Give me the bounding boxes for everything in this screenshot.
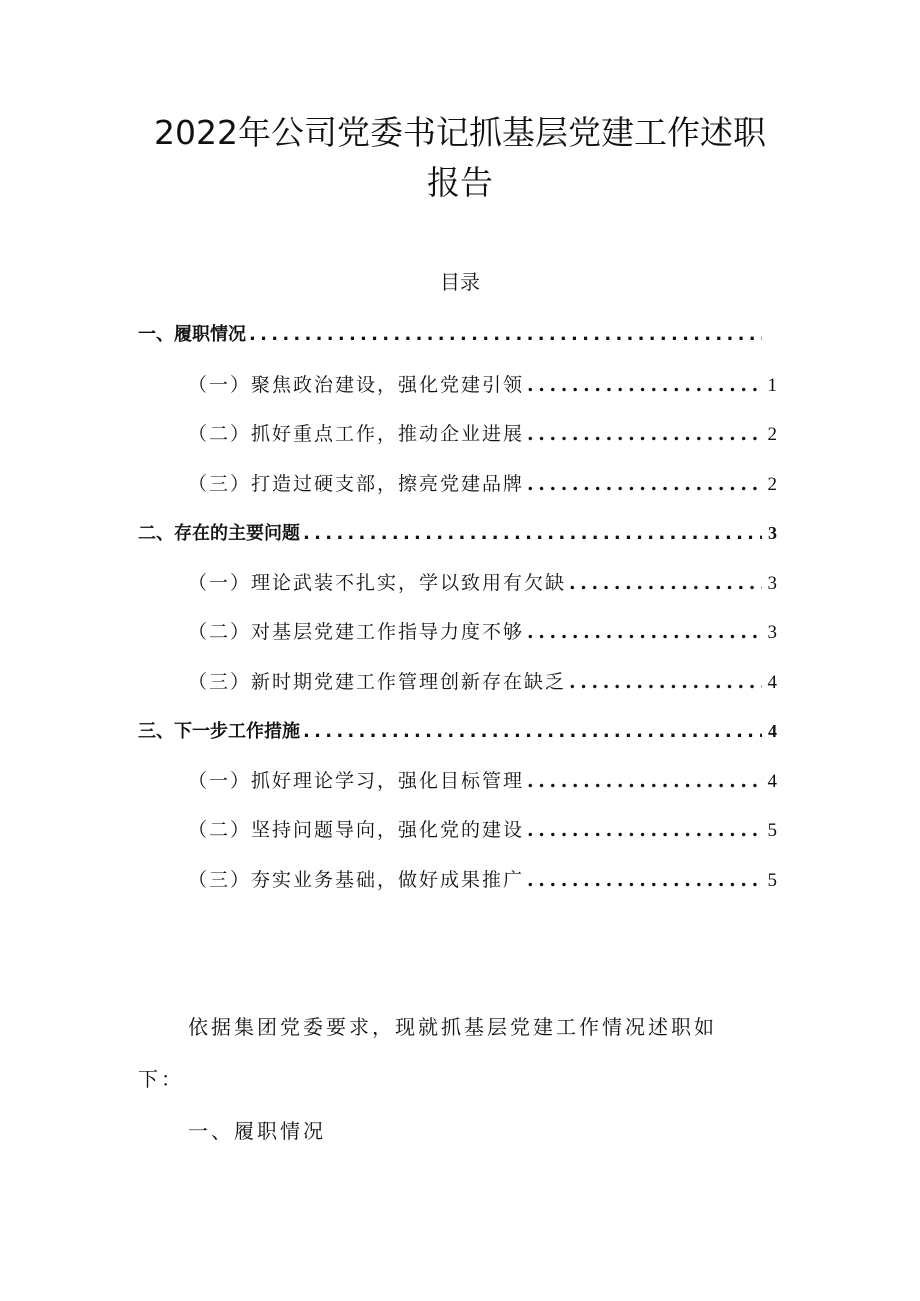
toc-dot-leader: [527, 865, 762, 895]
toc-entry-page-number: 2: [767, 474, 777, 495]
section-heading-performance: 一、履职情况: [188, 1119, 326, 1143]
toc-entry-subsection[interactable]: [188, 617, 777, 647]
toc-entry-text: （一）抓好理论学习，强化目标管理: [188, 770, 525, 792]
toc-entry-text: 一、履职情况: [138, 324, 246, 345]
toc-entry-page-number: 4: [767, 771, 777, 792]
toc-entry-page-number: 5: [767, 820, 777, 841]
toc-dot-leader: [527, 766, 762, 796]
toc-dot-leader: [527, 469, 762, 499]
toc-dot-leader: [303, 717, 762, 746]
toc-entry-section[interactable]: [138, 320, 777, 350]
toc-entry-section[interactable]: [138, 518, 777, 548]
toc-entry-subsection[interactable]: [188, 419, 777, 449]
toc-entry-page-number: 1: [767, 375, 777, 396]
intro-paragraph-line-1: 依据集团党委要求，现就抓基层党建工作情况述职如: [188, 1015, 717, 1039]
toc-entry-page-number: 3: [767, 622, 777, 643]
toc-dot-leader: [527, 419, 762, 449]
toc-entry-subsection[interactable]: [188, 469, 777, 499]
toc-entry-page-number: 4: [767, 672, 777, 693]
toc-entry-subsection[interactable]: [188, 766, 777, 796]
toc-entry-text: （二）坚持问题导向，强化党的建设: [188, 819, 525, 841]
intro-paragraph-line-2: 下：: [138, 1067, 184, 1091]
toc-entry-text: （二）对基层党建工作指导力度不够: [188, 621, 525, 643]
toc-entry-text: （三）新时期党建工作管理创新存在缺乏: [188, 671, 567, 693]
toc-entry-text: （三）夯实业务基础，做好成果推广: [188, 869, 525, 891]
toc-entry-page-number: 3: [767, 573, 777, 594]
toc-entry-subsection[interactable]: [188, 568, 777, 598]
toc-entry-text: （三）打造过硬支部，擦亮党建品牌: [188, 473, 525, 495]
toc-entry-page-number: 3: [768, 523, 777, 543]
toc-entry-text: （一）理论武装不扎实，学以致用有欠缺: [188, 572, 567, 594]
document-title-line-2: 报告: [427, 163, 493, 202]
toc-entry-subsection[interactable]: [188, 865, 777, 895]
toc-entry-subsection[interactable]: [188, 370, 777, 400]
toc-entry-text: （二）抓好重点工作，推动企业进展: [188, 423, 525, 445]
toc-dot-leader: [303, 519, 762, 548]
toc-dot-leader: [569, 568, 762, 598]
toc-entry-text: （一）聚焦政治建设，强化党建引领: [188, 374, 525, 396]
toc-entry-page-number: 5: [767, 870, 777, 891]
toc-entry-text: 二、存在的主要问题: [138, 523, 300, 544]
toc-entry-text: 三、下一步工作措施: [138, 721, 300, 742]
toc-dot-leader: [249, 320, 762, 350]
toc-dot-leader: [527, 617, 762, 647]
toc-dot-leader: [569, 667, 762, 697]
toc-entry-subsection[interactable]: [188, 667, 777, 697]
document-title-line-1: 2022年公司党委书记抓基层党建工作述职: [154, 113, 766, 152]
toc-entry-subsection[interactable]: [188, 815, 777, 845]
toc-entry-page-number: 2: [767, 424, 777, 445]
toc-entry-page-number: 4: [768, 721, 777, 741]
toc-dot-leader: [527, 815, 762, 845]
toc-dot-leader: [527, 370, 762, 400]
toc-heading: 目录: [440, 270, 480, 294]
toc-entry-section[interactable]: [138, 716, 777, 746]
